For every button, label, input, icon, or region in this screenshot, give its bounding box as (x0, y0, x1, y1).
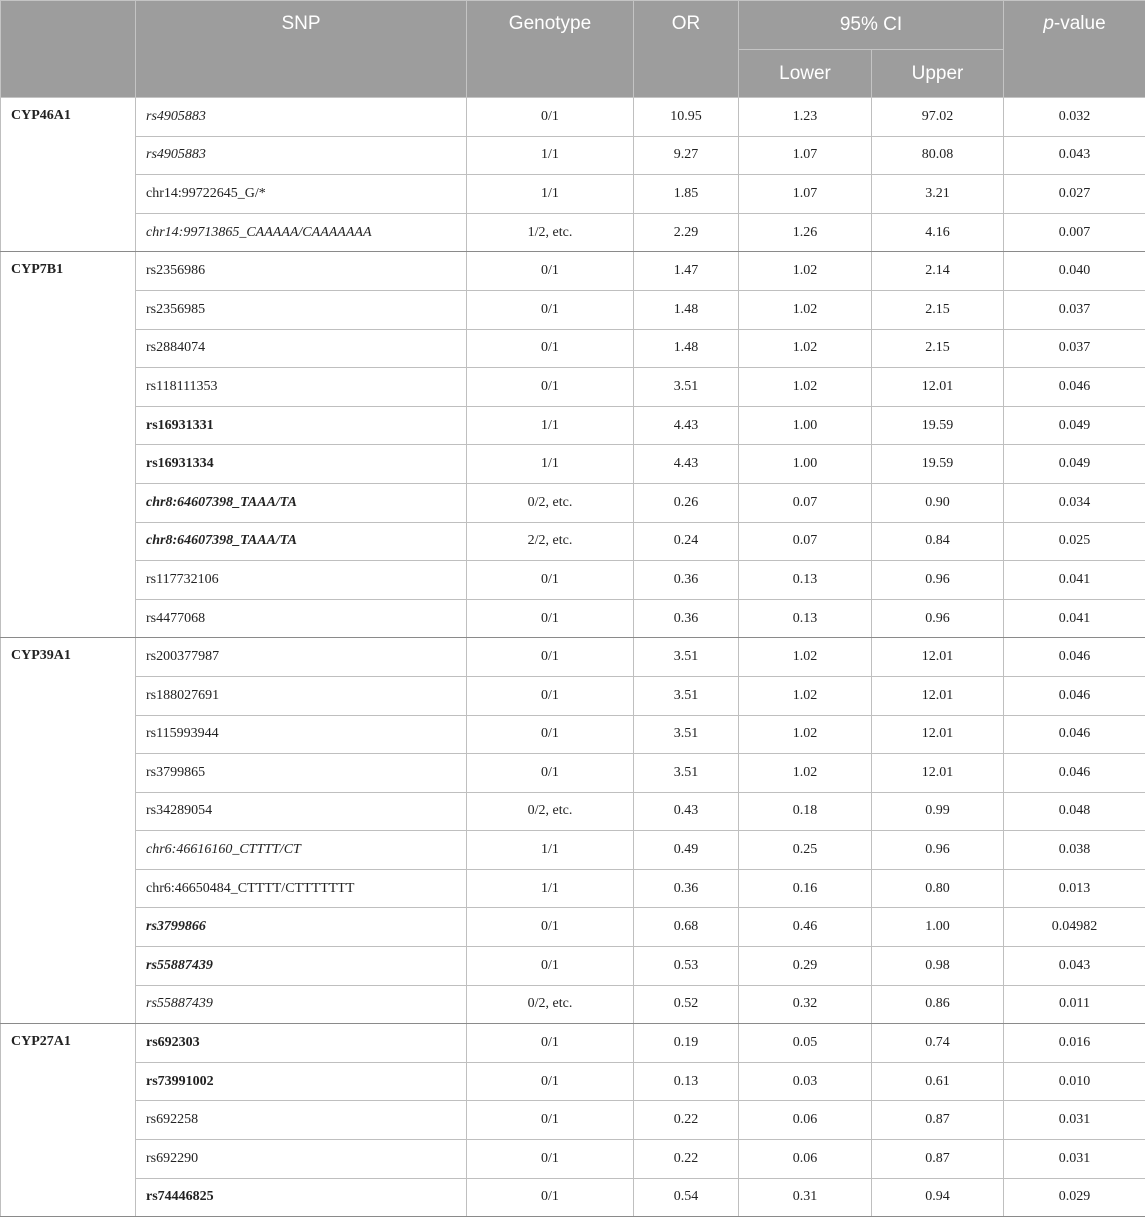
snp-cell: chr6:46616160_CTTTT/CT (136, 831, 467, 870)
p-value-cell: 0.040 (1004, 252, 1145, 291)
ci-lower-cell: 1.02 (739, 290, 872, 329)
snp-cell: rs16931334 (136, 445, 467, 484)
ci-upper-cell: 0.96 (872, 599, 1004, 638)
ci-lower-cell: 1.02 (739, 638, 872, 677)
odds-ratio-cell: 0.26 (634, 483, 739, 522)
snp-cell: chr8:64607398_TAAA/TA (136, 483, 467, 522)
genotype-cell: 0/1 (467, 1101, 634, 1140)
odds-ratio-cell: 3.51 (634, 715, 739, 754)
header-genotype: Genotype (467, 1, 634, 98)
p-value-cell: 0.016 (1004, 1024, 1145, 1063)
ci-upper-cell: 3.21 (872, 175, 1004, 214)
p-value-cell: 0.046 (1004, 638, 1145, 677)
genotype-cell: 0/1 (467, 329, 634, 368)
odds-ratio-cell: 0.43 (634, 792, 739, 831)
genotype-cell: 0/1 (467, 1024, 634, 1063)
odds-ratio-cell: 1.48 (634, 329, 739, 368)
snp-cell: rs55887439 (136, 947, 467, 986)
odds-ratio-cell: 0.13 (634, 1062, 739, 1101)
odds-ratio-cell: 10.95 (634, 98, 739, 137)
ci-lower-cell: 0.13 (739, 599, 872, 638)
odds-ratio-cell: 3.51 (634, 368, 739, 407)
snp-cell: rs4905883 (136, 98, 467, 137)
p-value-cell: 0.046 (1004, 368, 1145, 407)
ci-upper-cell: 0.90 (872, 483, 1004, 522)
genotype-cell: 0/2, etc. (467, 792, 634, 831)
odds-ratio-cell: 0.52 (634, 985, 739, 1024)
genotype-cell: 0/1 (467, 290, 634, 329)
ci-lower-cell: 0.13 (739, 561, 872, 600)
ci-upper-cell: 0.87 (872, 1140, 1004, 1179)
snp-cell: rs55887439 (136, 985, 467, 1024)
header-95-ci: 95% CI (739, 1, 1004, 50)
p-value-cell: 0.043 (1004, 947, 1145, 986)
ci-upper-cell: 0.80 (872, 869, 1004, 908)
snp-cell: rs200377987 (136, 638, 467, 677)
header-gene (1, 1, 136, 98)
ci-upper-cell: 12.01 (872, 638, 1004, 677)
genotype-cell: 0/1 (467, 638, 634, 677)
ci-upper-cell: 97.02 (872, 98, 1004, 137)
ci-upper-cell: 0.94 (872, 1178, 1004, 1217)
table-row (1, 483, 1145, 522)
header-p-value-rest: -value (1054, 13, 1106, 34)
genotype-cell: 1/1 (467, 136, 634, 175)
p-value-cell: 0.041 (1004, 599, 1145, 638)
ci-upper-cell: 2.15 (872, 290, 1004, 329)
table-row (1, 638, 1145, 677)
genotype-cell: 0/1 (467, 715, 634, 754)
ci-lower-cell: 1.26 (739, 213, 872, 252)
ci-upper-cell: 12.01 (872, 754, 1004, 793)
table-row (1, 368, 1145, 407)
snp-cell: rs2356985 (136, 290, 467, 329)
odds-ratio-cell: 3.51 (634, 754, 739, 793)
odds-ratio-cell: 0.49 (634, 831, 739, 870)
odds-ratio-cell: 3.51 (634, 638, 739, 677)
ci-upper-cell: 80.08 (872, 136, 1004, 175)
odds-ratio-cell: 4.43 (634, 406, 739, 445)
table-row (1, 561, 1145, 600)
p-value-cell: 0.025 (1004, 522, 1145, 561)
p-value-cell: 0.031 (1004, 1101, 1145, 1140)
ci-upper-cell: 0.96 (872, 561, 1004, 600)
odds-ratio-cell: 1.48 (634, 290, 739, 329)
table-row (1, 252, 1145, 291)
table-row (1, 406, 1145, 445)
snp-cell: chr8:64607398_TAAA/TA (136, 522, 467, 561)
ci-lower-cell: 1.02 (739, 329, 872, 368)
ci-upper-cell: 12.01 (872, 715, 1004, 754)
p-value-cell: 0.010 (1004, 1062, 1145, 1101)
odds-ratio-cell: 3.51 (634, 676, 739, 715)
header-snp: SNP (136, 1, 467, 98)
table-row (1, 831, 1145, 870)
ci-upper-cell: 0.98 (872, 947, 1004, 986)
p-value-cell: 0.049 (1004, 445, 1145, 484)
ci-lower-cell: 1.02 (739, 715, 872, 754)
ci-lower-cell: 0.06 (739, 1101, 872, 1140)
snp-cell: rs3799866 (136, 908, 467, 947)
genotype-cell: 0/1 (467, 98, 634, 137)
odds-ratio-cell: 1.47 (634, 252, 739, 291)
snp-cell: rs73991002 (136, 1062, 467, 1101)
odds-ratio-cell: 0.68 (634, 908, 739, 947)
genotype-cell: 0/2, etc. (467, 985, 634, 1024)
ci-lower-cell: 1.23 (739, 98, 872, 137)
odds-ratio-cell: 0.36 (634, 869, 739, 908)
ci-upper-cell: 0.84 (872, 522, 1004, 561)
odds-ratio-cell: 0.36 (634, 561, 739, 600)
odds-ratio-cell: 0.54 (634, 1178, 739, 1217)
table-row (1, 1101, 1145, 1140)
odds-ratio-cell: 0.22 (634, 1101, 739, 1140)
ci-lower-cell: 0.07 (739, 483, 872, 522)
snp-cell: rs692258 (136, 1101, 467, 1140)
snp-cell: rs2884074 (136, 329, 467, 368)
ci-lower-cell: 1.00 (739, 406, 872, 445)
table-row (1, 676, 1145, 715)
table-row (1, 1178, 1145, 1217)
snp-cell: rs4477068 (136, 599, 467, 638)
p-value-cell: 0.007 (1004, 213, 1145, 252)
genotype-cell: 0/1 (467, 1062, 634, 1101)
ci-upper-cell: 0.86 (872, 985, 1004, 1024)
p-value-cell: 0.046 (1004, 754, 1145, 793)
odds-ratio-cell: 2.29 (634, 213, 739, 252)
p-value-cell: 0.038 (1004, 831, 1145, 870)
p-value-cell: 0.031 (1004, 1140, 1145, 1179)
table-row (1, 985, 1145, 1024)
snp-cell: rs34289054 (136, 792, 467, 831)
p-value-cell: 0.034 (1004, 483, 1145, 522)
ci-lower-cell: 1.02 (739, 252, 872, 291)
genotype-cell: 1/2, etc. (467, 213, 634, 252)
genotype-cell: 1/1 (467, 831, 634, 870)
gene-name-cell: CYP27A1 (1, 1024, 136, 1217)
ci-upper-cell: 0.74 (872, 1024, 1004, 1063)
header-p-value-italic: p (1043, 13, 1054, 34)
snp-cell: rs74446825 (136, 1178, 467, 1217)
odds-ratio-cell: 0.19 (634, 1024, 739, 1063)
genotype-cell: 0/1 (467, 1178, 634, 1217)
ci-upper-cell: 19.59 (872, 445, 1004, 484)
ci-lower-cell: 1.02 (739, 368, 872, 407)
header-p-value (1004, 1, 1145, 98)
ci-upper-cell: 2.14 (872, 252, 1004, 291)
p-value-cell: 0.011 (1004, 985, 1145, 1024)
table-row (1, 908, 1145, 947)
genotype-cell: 0/1 (467, 908, 634, 947)
table-row (1, 754, 1145, 793)
odds-ratio-cell: 4.43 (634, 445, 739, 484)
p-value-cell: 0.049 (1004, 406, 1145, 445)
p-value-cell: 0.027 (1004, 175, 1145, 214)
ci-upper-cell: 0.61 (872, 1062, 1004, 1101)
ci-lower-cell: 1.02 (739, 754, 872, 793)
gene-name-cell: CYP7B1 (1, 252, 136, 638)
ci-lower-cell: 0.06 (739, 1140, 872, 1179)
ci-lower-cell: 0.03 (739, 1062, 872, 1101)
snp-cell: rs4905883 (136, 136, 467, 175)
ci-upper-cell: 0.99 (872, 792, 1004, 831)
table-header (1, 1, 1145, 98)
table-row (1, 329, 1145, 368)
p-value-cell: 0.029 (1004, 1178, 1145, 1217)
snp-cell: rs115993944 (136, 715, 467, 754)
ci-lower-cell: 0.46 (739, 908, 872, 947)
ci-lower-cell: 0.05 (739, 1024, 872, 1063)
genotype-cell: 0/1 (467, 754, 634, 793)
p-value-cell: 0.032 (1004, 98, 1145, 137)
table-row (1, 1024, 1145, 1063)
snp-cell: rs188027691 (136, 676, 467, 715)
p-value-cell: 0.037 (1004, 290, 1145, 329)
odds-ratio-cell: 0.36 (634, 599, 739, 638)
genotype-cell: 0/1 (467, 368, 634, 407)
odds-ratio-cell: 0.24 (634, 522, 739, 561)
table-row (1, 522, 1145, 561)
table-row (1, 290, 1145, 329)
p-value-cell: 0.046 (1004, 676, 1145, 715)
ci-lower-cell: 1.07 (739, 175, 872, 214)
table-row (1, 1062, 1145, 1101)
p-value-cell: 0.013 (1004, 869, 1145, 908)
genotype-cell: 0/1 (467, 947, 634, 986)
ci-lower-cell: 0.25 (739, 831, 872, 870)
odds-ratio-cell: 9.27 (634, 136, 739, 175)
ci-upper-cell: 0.96 (872, 831, 1004, 870)
header-ci-upper: Upper (872, 50, 1004, 98)
ci-lower-cell: 0.07 (739, 522, 872, 561)
ci-lower-cell: 0.16 (739, 869, 872, 908)
gene-name-cell: CYP39A1 (1, 638, 136, 1024)
snp-cell: rs692290 (136, 1140, 467, 1179)
odds-ratio-cell: 1.85 (634, 175, 739, 214)
snp-cell: rs117732106 (136, 561, 467, 600)
snp-cell: rs692303 (136, 1024, 467, 1063)
snp-cell: chr14:99722645_G/* (136, 175, 467, 214)
ci-lower-cell: 0.29 (739, 947, 872, 986)
p-value-cell: 0.048 (1004, 792, 1145, 831)
odds-ratio-cell: 0.22 (634, 1140, 739, 1179)
table-row (1, 947, 1145, 986)
snp-cell: rs3799865 (136, 754, 467, 793)
genotype-cell: 0/1 (467, 561, 634, 600)
ci-upper-cell: 12.01 (872, 676, 1004, 715)
snp-cell: rs16931331 (136, 406, 467, 445)
table-row (1, 1140, 1145, 1179)
ci-lower-cell: 1.02 (739, 676, 872, 715)
ci-lower-cell: 0.31 (739, 1178, 872, 1217)
ci-upper-cell: 12.01 (872, 368, 1004, 407)
genotype-cell: 0/1 (467, 252, 634, 291)
table-row (1, 213, 1145, 252)
ci-upper-cell: 0.87 (872, 1101, 1004, 1140)
header-ci-lower: Lower (739, 50, 872, 98)
table-row (1, 599, 1145, 638)
table-row (1, 175, 1145, 214)
table-row (1, 792, 1145, 831)
table-row (1, 98, 1145, 137)
p-value-cell: 0.037 (1004, 329, 1145, 368)
table-row (1, 715, 1145, 754)
odds-ratio-cell: 0.53 (634, 947, 739, 986)
gene-name-cell: CYP46A1 (1, 98, 136, 252)
genotype-cell: 0/2, etc. (467, 483, 634, 522)
table-row (1, 445, 1145, 484)
p-value-cell: 0.046 (1004, 715, 1145, 754)
ci-lower-cell: 1.07 (739, 136, 872, 175)
p-value-cell: 0.04982 (1004, 908, 1145, 947)
genotype-cell: 1/1 (467, 406, 634, 445)
table-body (1, 98, 1145, 1217)
genotype-cell: 1/1 (467, 869, 634, 908)
ci-upper-cell: 19.59 (872, 406, 1004, 445)
genotype-cell: 0/1 (467, 599, 634, 638)
genotype-cell: 1/1 (467, 445, 634, 484)
ci-lower-cell: 1.00 (739, 445, 872, 484)
table-row (1, 136, 1145, 175)
ci-upper-cell: 2.15 (872, 329, 1004, 368)
ci-upper-cell: 1.00 (872, 908, 1004, 947)
genotype-cell: 0/1 (467, 1140, 634, 1179)
snp-cell: rs2356986 (136, 252, 467, 291)
ci-lower-cell: 0.32 (739, 985, 872, 1024)
p-value-cell: 0.041 (1004, 561, 1145, 600)
table-row (1, 869, 1145, 908)
ci-upper-cell: 4.16 (872, 213, 1004, 252)
header-or: OR (634, 1, 739, 98)
snp-cell: chr6:46650484_CTTTT/CTTTTTTT (136, 869, 467, 908)
p-value-cell: 0.043 (1004, 136, 1145, 175)
genotype-cell: 2/2, etc. (467, 522, 634, 561)
ci-lower-cell: 0.18 (739, 792, 872, 831)
genotype-cell: 0/1 (467, 676, 634, 715)
snp-cell: rs118111353 (136, 368, 467, 407)
snp-cell: chr14:99713865_CAAAAA/CAAAAAAA (136, 213, 467, 252)
genotype-cell: 1/1 (467, 175, 634, 214)
